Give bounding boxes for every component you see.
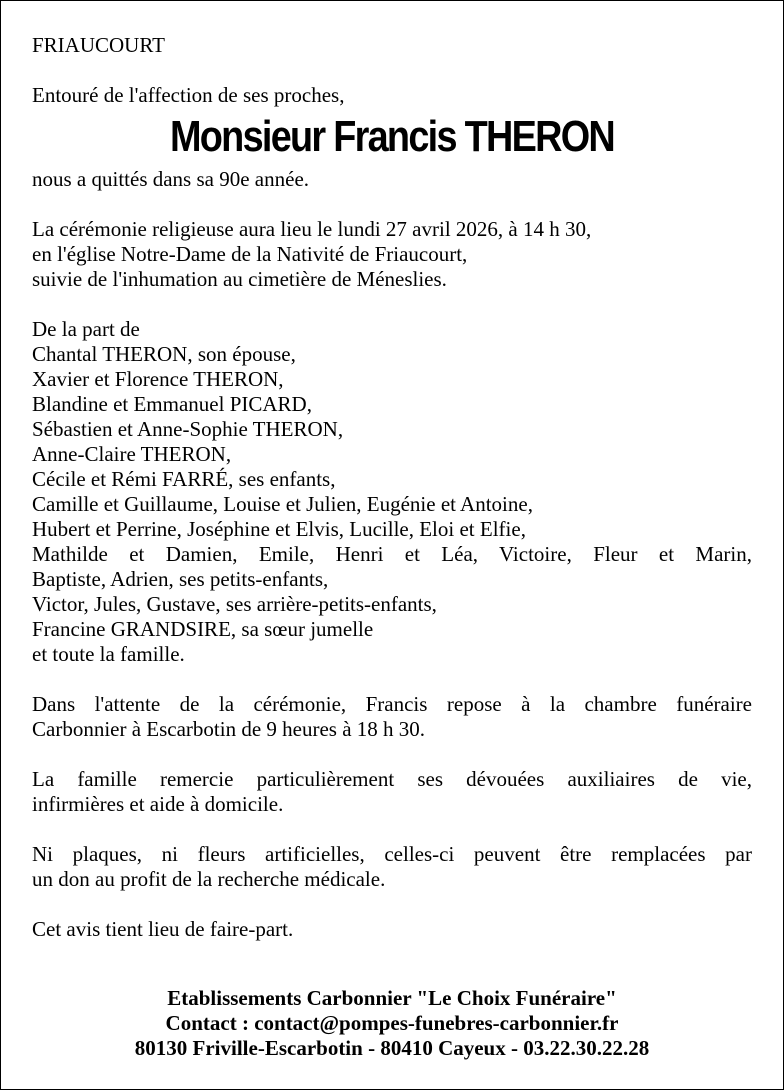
spacer <box>32 292 752 317</box>
family-line: Francine GRANDSIRE, sa sœur jumelle <box>32 617 374 641</box>
flowers-line: un don au profit de la recherche médicale. <box>32 867 386 891</box>
family-line: Mathilde et Damien, Emile, Henri et Léa, Victoire, Fleur et Marin, <box>32 542 752 566</box>
spacer <box>32 742 752 767</box>
thanks-line: infirmières et aide à domicile. <box>32 792 284 816</box>
spacer <box>32 192 752 217</box>
family-line: et toute la famille. <box>32 642 185 666</box>
family-line: Blandine et Emmanuel PICARD, <box>32 392 312 416</box>
funeral-home-block <box>1 986 783 1061</box>
family-line: Hubert et Perrine, Joséphine et Elvis, Lucille, Eloi et Elfie, <box>32 517 526 541</box>
family-intro: De la part de <box>32 317 140 341</box>
ceremony-line: La cérémonie religieuse aura lieu le lundi 27 avril 2026, à 14 h 30, <box>32 217 592 241</box>
family-line: Camille et Guillaume, Louise et Julien, Eugénie et Antoine, <box>32 492 533 516</box>
family-line: Chantal THERON, son épouse, <box>32 342 296 366</box>
spacer <box>32 817 752 842</box>
family-line: Xavier et Florence THERON, <box>32 367 284 391</box>
flowers-line: Ni plaques, ni fleurs artificielles, celles-ci peuvent être remplacées par <box>32 842 752 866</box>
repose-line: Dans l'attente de la cérémonie, Francis repose à la chambre funéraire <box>32 692 752 716</box>
family-paragraph <box>32 317 752 667</box>
spacer <box>32 667 752 692</box>
family-line: Anne-Claire THERON, <box>32 442 232 466</box>
notice-line: Cet avis tient lieu de faire-part. <box>32 917 294 941</box>
family-line: Baptiste, Adrien, ses petits-enfants, <box>32 567 329 591</box>
ceremony-line: en l'église Notre-Dame de la Nativité de Friaucourt, <box>32 242 468 266</box>
spacer <box>32 892 752 917</box>
family-line: Victor, Jules, Gustave, ses arrière-petits-enfants, <box>32 592 437 616</box>
town-name: FRIAUCOURT <box>32 33 165 57</box>
repose-paragraph <box>32 692 752 742</box>
ceremony-paragraph <box>32 217 752 292</box>
flowers-paragraph <box>32 842 752 892</box>
family-line: Sébastien et Anne-Sophie THERON, <box>32 417 344 441</box>
repose-line: Carbonnier à Escarbotin de 9 heures à 18 h 30. <box>32 717 426 741</box>
funeral-home-address: 80130 Friville-Escarbotin - 80410 Cayeux - 03.22.30.22.28 <box>134 1036 650 1060</box>
thanks-line: La famille remercie particulièrement ses dévouées auxiliaires de vie, <box>32 767 752 791</box>
funeral-home-name: Etablissements Carbonnier "Le Choix Funéraire" <box>167 986 617 1010</box>
deceased-name: Monsieur Francis THERON <box>169 112 615 161</box>
family-line: Cécile et Rémi FARRÉ, ses enfants, <box>32 467 336 491</box>
ceremony-line: suivie de l'inhumation au cimetière de Méneslies. <box>32 267 447 291</box>
age-text: nous a quittés dans sa 90e année. <box>32 167 310 191</box>
funeral-home-contact: Contact : contact@pompes-funebres-carbonnier.fr <box>165 1011 619 1035</box>
thanks-paragraph <box>32 767 752 817</box>
spacer <box>32 58 752 83</box>
intro-text: Entouré de l'affection de ses proches, <box>32 83 345 107</box>
